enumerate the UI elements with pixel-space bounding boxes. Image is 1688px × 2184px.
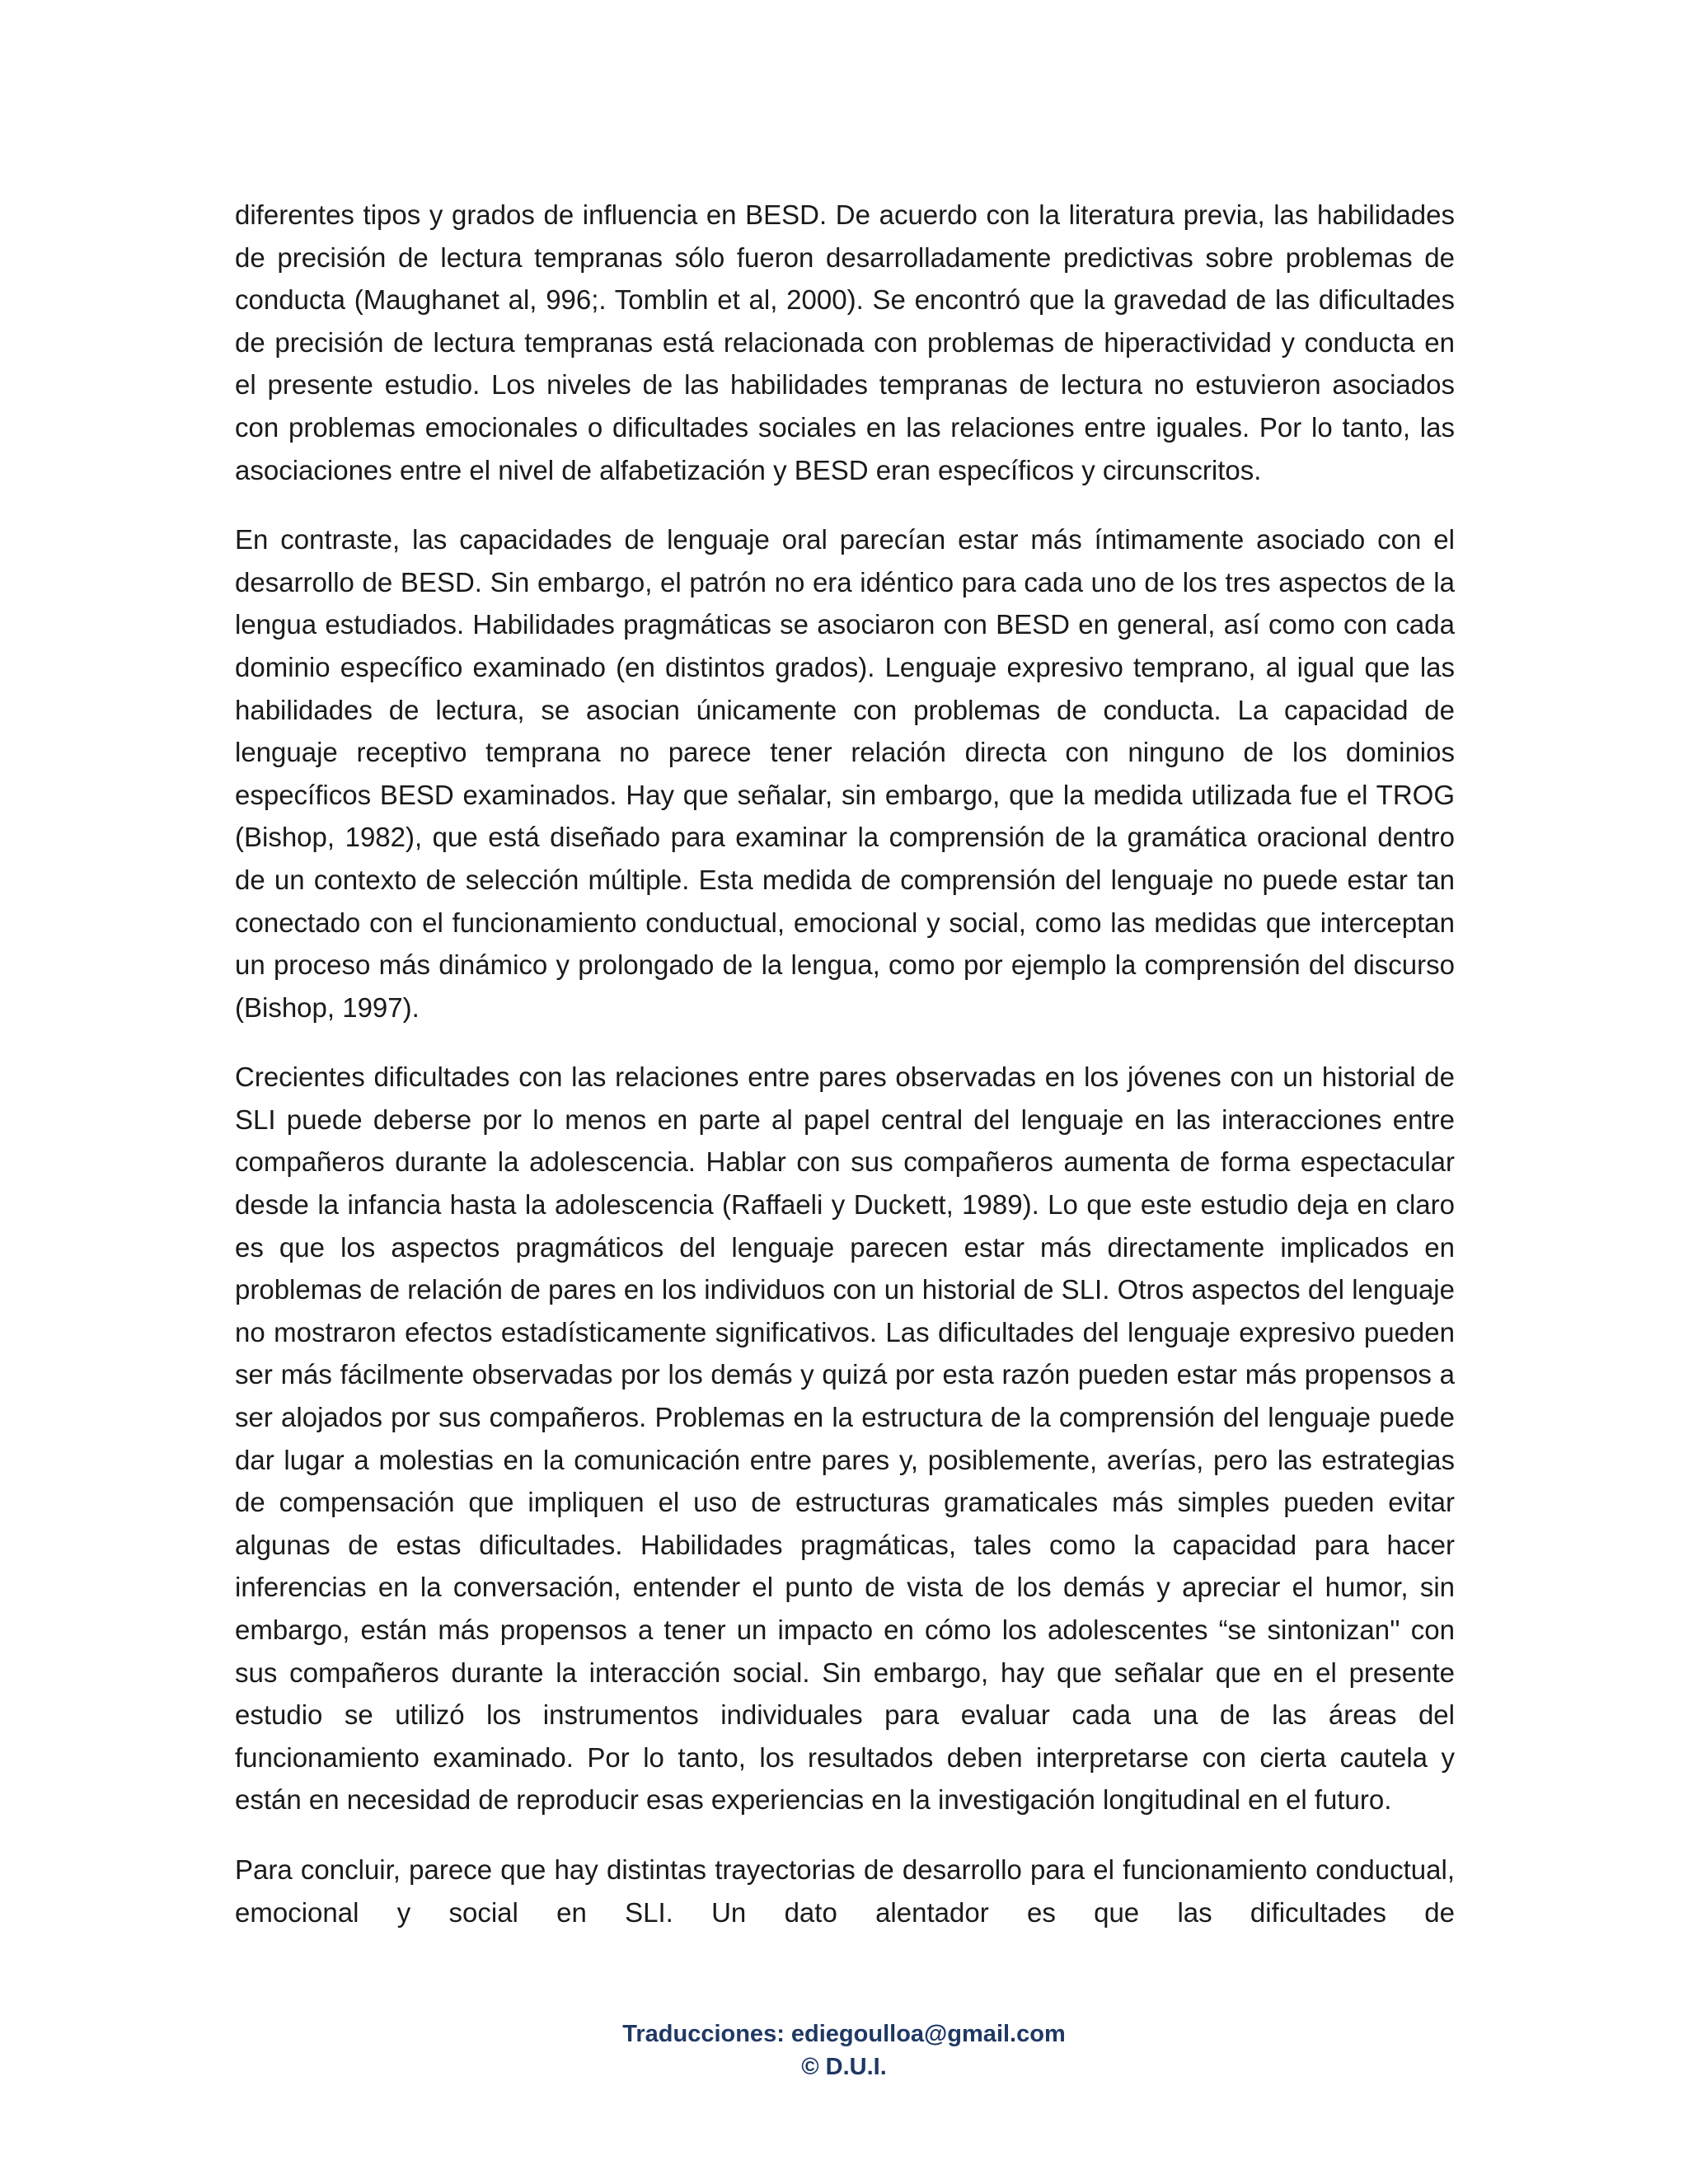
paragraph-4: Para concluir, parece que hay distintas trayectorias de desarrollo para el funcionamiento conductual, emocional y social en SLI. Un dato alentador es que las dificultades de xyxy=(235,1854,1455,1928)
footer-translator-contact: Traducciones: ediegoulloa@gmail.com xyxy=(622,2021,1066,2047)
page-footer xyxy=(0,2018,1688,2083)
paragraph-3: Crecientes dificultades con las relaciones entre pares observadas en los jóvenes con un historial de SLI puede deberse por lo menos en parte al papel central del lenguaje en las interacciones entre compañeros durante la adolescencia. Hablar con sus compañeros aumenta de forma espectacular desde la infancia hasta la adolescencia (Raffaeli y Duckett, 1989). Lo que este estudio deja en claro es que los aspectos pragmáticos del lenguaje parecen estar más directamente implicados en problemas de relación de pares en los individuos con un historial de SLI. Otros aspectos del lenguaje no mostraron efectos estadísticamente significativos. Las dificultades del lenguaje expresivo pueden ser más fácilmente observadas por los demás y quizá por esta razón pueden estar más propensos a ser alojados por sus compañeros. Problemas en la estructura de la comprensión del lenguaje puede dar lugar a molestias en la comunicación entre pares y, posiblemente, averías, pero las estrategias de compensación que impliquen el uso de estructuras gramaticales más simples pueden evitar algunas de estas dificultades. Habilidades pragmáticas, tales como la capacidad para hacer inferencias en la conversación, entender el punto de vista de los demás y apreciar el humor, sin embargo, están más propensos a tener un impacto en cómo los adolescentes “se sintonizan'' con sus compañeros durante la interacción social. Sin embargo, hay que señalar que en el presente estudio se utilizó los instrumentos individuales para evaluar cada una de las áreas del funcionamiento examinado. Por lo tanto, los resultados deben interpretarse con cierta cautela y están en necesidad de reproducir esas experiencias en la investigación longitudinal en el futuro. xyxy=(235,1062,1455,1816)
paragraph-2: En contraste, las capacidades de lenguaje oral parecían estar más íntimamente asociado con el desarrollo de BESD. Sin embargo, el patrón no era idéntico para cada uno de los tres aspectos de la lengua estudiados. Habilidades pragmáticas se asociaron con BESD en general, así como con cada dominio específico examinado (en distintos grados). Lenguaje expresivo temprano, al igual que las habilidades de lectura, se asocian únicamente con problemas de conducta. La capacidad de lenguaje receptivo temprana no parece tener relación directa con ninguno de los dominios específicos BESD examinados. Hay que señalar, sin embargo, que la medida utilizada fue el TROG (Bishop, 1982), que está diseñado para examinar la comprensión de la gramática oracional dentro de un contexto de selección múltiple. Esta medida de comprensión del lenguaje no puede estar tan conectado con el funcionamiento conductual, emocional y social, como las medidas que interceptan un proceso más dinámico y prolongado de la lengua, como por ejemplo la comprensión del discurso (Bishop, 1997). xyxy=(235,524,1455,1023)
footer-copyright: © D.U.I. xyxy=(801,2054,887,2080)
paragraph-1: diferentes tipos y grados de influencia en BESD. De acuerdo con la literatura previa, las habilidades de precisión de lectura tempranas sólo fueron desarrolladamente predictivas sobre problemas de conducta (Maughanet al, 996;. Tomblin et al, 2000). Se encontró que la gravedad de las dificultades de precisión de lectura tempranas está relacionada con problemas de hiperactividad y conducta en el presente estudio. Los niveles de las habilidades tempranas de lectura no estuvieron asociados con problemas emocionales o dificultades sociales en las relaciones entre iguales. Por lo tanto, las asociaciones entre el nivel de alfabetización y BESD eran específicos y circunscritos. xyxy=(235,199,1455,485)
document-page xyxy=(235,194,1455,1961)
